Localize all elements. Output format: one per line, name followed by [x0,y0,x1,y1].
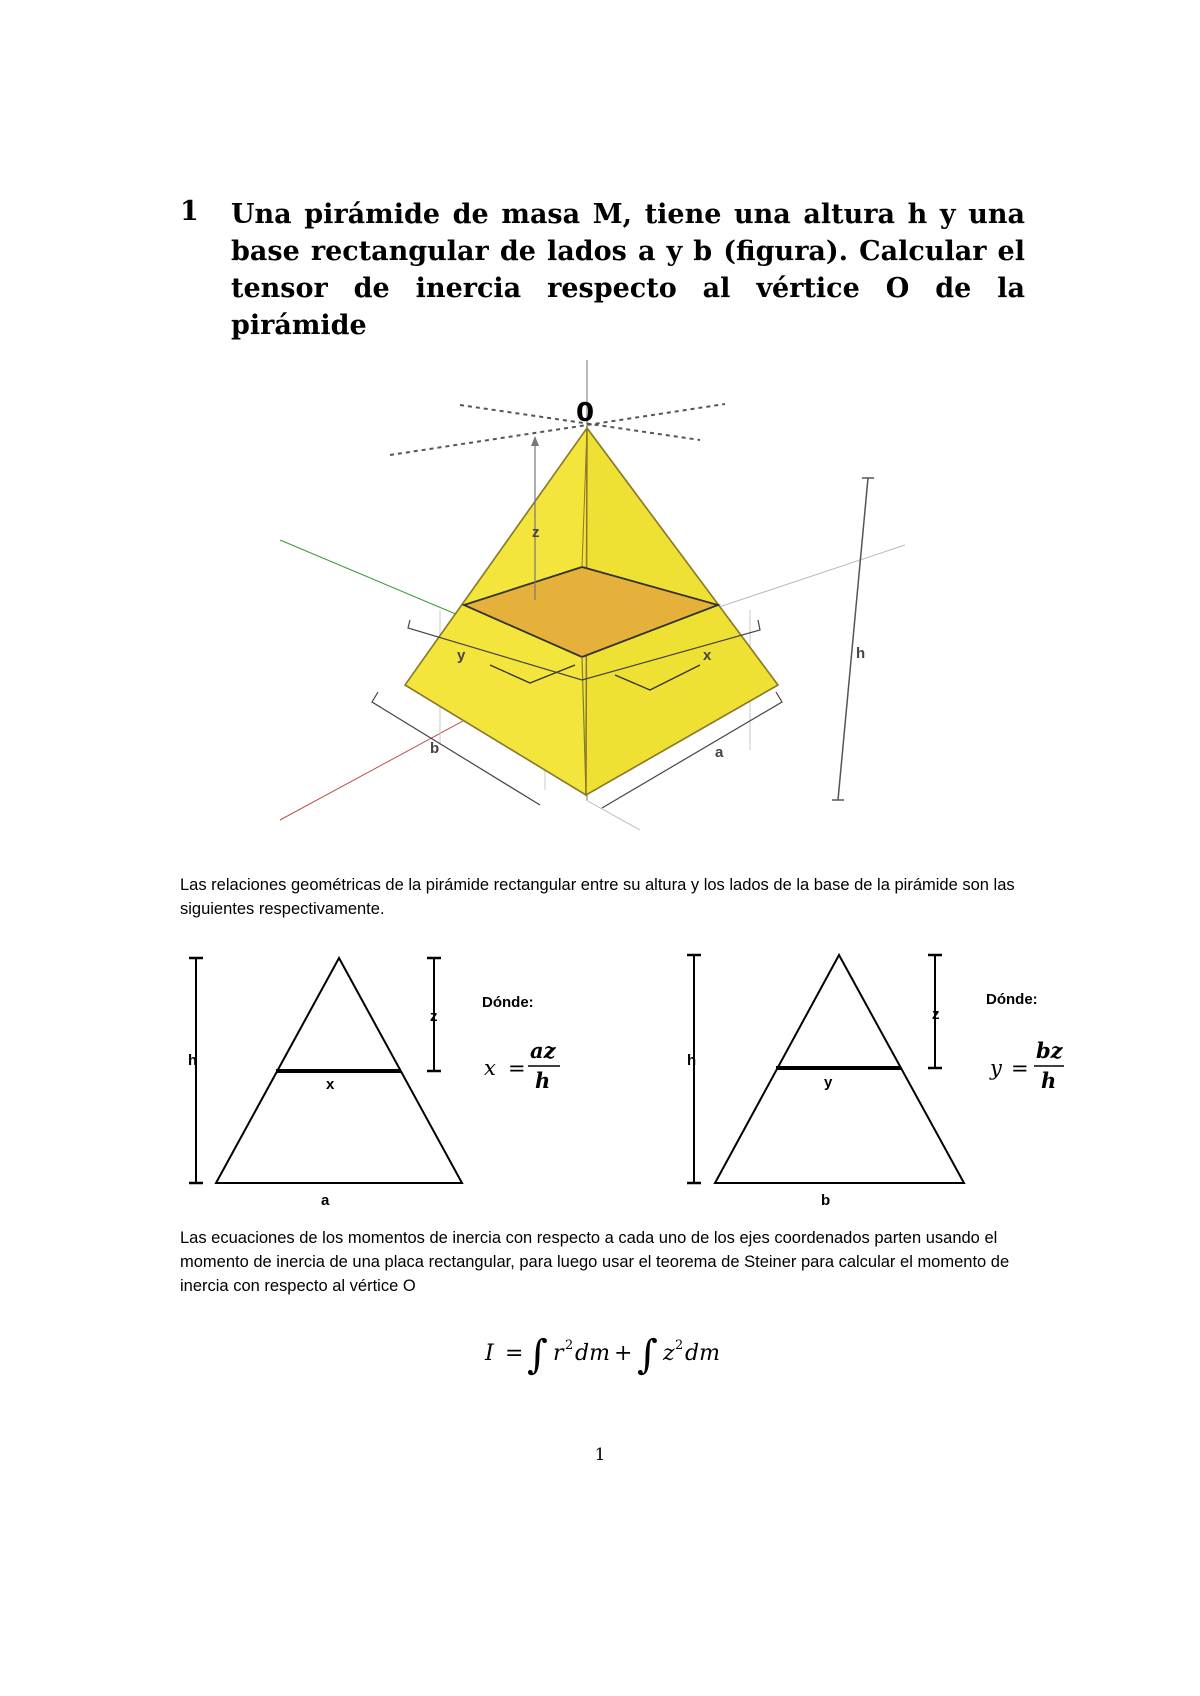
eq-z: z [663,1341,675,1366]
formula-numerator: bz [1036,1038,1063,1063]
eq-r: r [553,1341,564,1366]
formula-var: y [990,1056,1002,1080]
problem-statement: Una pirámide de masa M, tiene una altura h y una base rectangular de lados a y b (figura). Calcular el tensor de inercia respecto al vértice O de la pirámide [231,199,1025,341]
inertia-equation [484,1332,720,1378]
triangle-left-diagram [188,958,560,1209]
pyramid-figure [280,360,905,830]
paragraph-inertia-equations: Las ecuaciones de los momentos de inercia con respecto a cada uno de los ejes coordenados parten usando el momento de inercia de una placa rectangular, para luego usar el teorema de Steiner para calcular el momento de inercia con respecto al vértice O [180,1229,1010,1295]
h-label: h [687,1052,697,1069]
eq-lhs: I [485,1341,494,1366]
formula-var: x [484,1056,496,1080]
donde-label: Dónde: [482,994,534,1011]
formula-equals: = [508,1056,526,1080]
z-label: z [532,524,540,541]
formula-equals: = [1011,1056,1029,1080]
eq-dm-2: dm [685,1341,720,1366]
b-label: b [430,740,440,757]
eq-r-exponent: 2 [565,1338,574,1353]
h-dimension [838,478,868,800]
eq-plus: + [614,1341,633,1366]
formula-numerator: az [530,1038,556,1063]
vertex-label: 0 [576,398,595,428]
formula-denominator: h [535,1068,551,1093]
x-label: x [326,1076,335,1093]
guide-line [586,800,640,830]
eq-z-exponent: 2 [675,1338,684,1353]
page-number: 1 [594,1445,606,1465]
y-label: y [824,1074,833,1091]
vertex-plane-line [390,404,725,455]
h-label: h [188,1052,198,1069]
integral-sign-2: ∫ [637,1332,658,1378]
z-arrow [531,436,539,446]
b-label: b [821,1192,831,1209]
formula-denominator: h [1041,1068,1057,1093]
problem-number: 1 [180,196,200,227]
paragraph-geometric-relations: Las relaciones geométricas de la pirámide rectangular entre su altura y los lados de la base de la pirámide son las siguientes respectivamente. [180,876,1015,918]
donde-label: Dónde: [986,991,1038,1008]
z-label: z [932,1006,940,1023]
z-label: z [430,1008,438,1025]
a-label: a [715,744,724,761]
h-label: h [856,645,866,662]
y-label: y [457,647,466,664]
x-label: x [703,647,712,664]
eq-dm-1: dm [575,1341,610,1366]
a-label: a [321,1192,330,1209]
y-axis-line [280,540,470,620]
integral-sign-1: ∫ [527,1332,548,1378]
eq-equals: = [505,1341,524,1366]
triangle-right-diagram [687,955,1064,1209]
